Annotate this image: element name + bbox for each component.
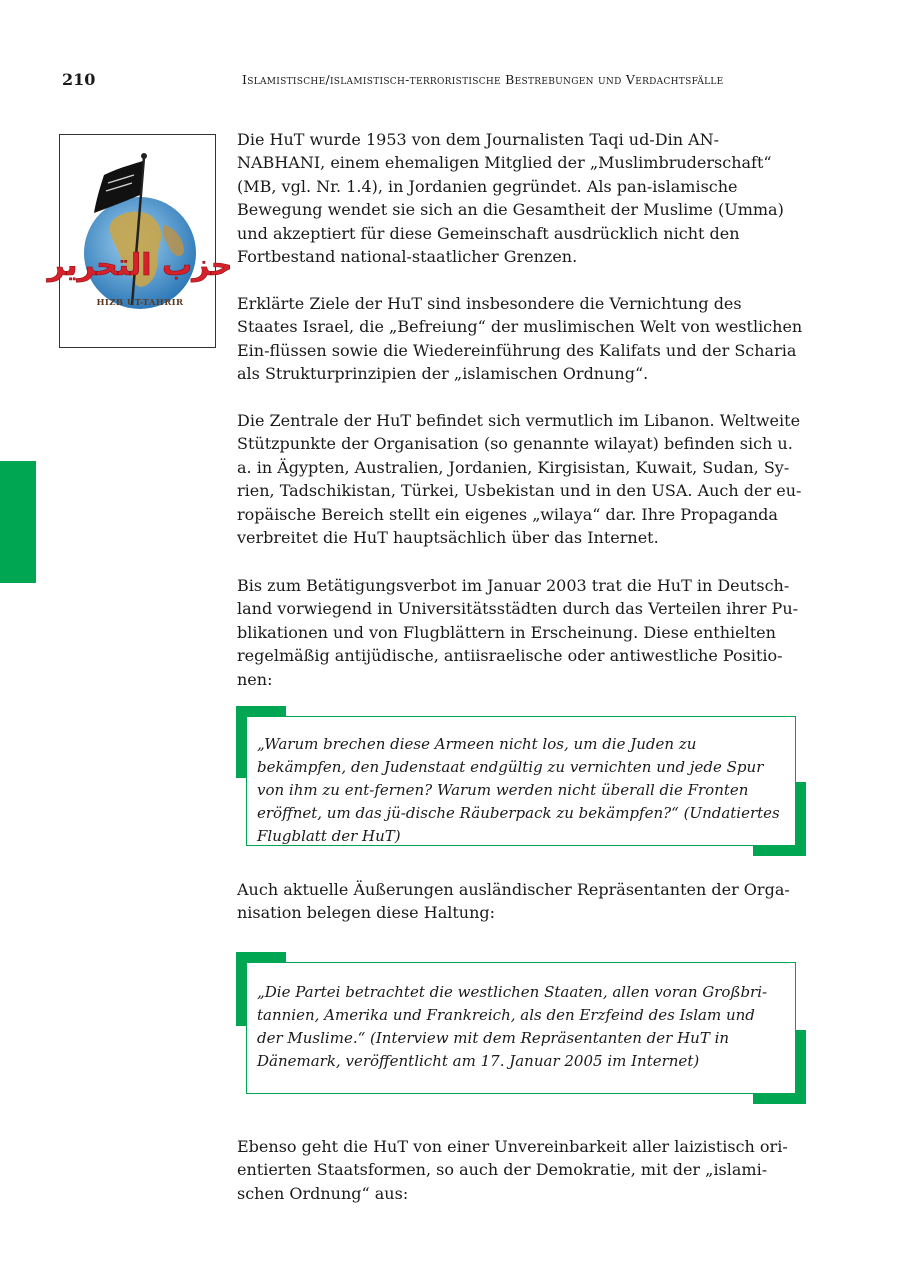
quote-box-2 xyxy=(236,952,806,1104)
body-paragraph: Ebenso geht die HuT von einer Unvereinbarkeit aller laizistisch ori-entierten Staatsformen, so auch der Demokratie, mit der „islami-schen Ordnung“ aus: xyxy=(237,1137,788,1203)
paragraph-4 xyxy=(237,574,807,691)
hizb-ut-tahrir-logo xyxy=(47,134,233,348)
running-header: Islamistische/islamistisch-terroristische Bestrebungen und Verdachtsfälle xyxy=(242,72,724,87)
logo-arabic-text: حزب التحرير xyxy=(47,248,233,283)
quote-text: „Warum brechen diese Armeen nicht los, um die Juden zu bekämpfen, den Judenstaat endgültig zu vernichten und jede Spur von ihm zu ent-fernen? Warum werden nicht überall die Fronten eröffnet, um das jü-dische Räuberpack zu bekämpfen?“ (Undatiertes Flugblatt der HuT) xyxy=(257,735,780,845)
paragraph-1 xyxy=(237,128,807,268)
logo-banner-text: HIZB UT-TAHRIR xyxy=(96,298,184,308)
paragraph-6 xyxy=(237,1135,807,1205)
chapter-tab-marker xyxy=(0,461,36,583)
quote-text: „Die Partei betrachtet die westlichen Staaten, allen voran Großbri-tannien, Amerika und Frankreich, als den Erzfeind des Islam und der Muslime.“ (Interview mit dem Repräsentanten der HuT in Dänemark, veröffentlicht am 17. Januar 2005 im Internet) xyxy=(257,983,768,1070)
paragraph-5 xyxy=(237,878,807,925)
quote-box-1 xyxy=(236,706,806,856)
body-paragraph: Erklärte Ziele der HuT sind insbesondere die Vernichtung des Staates Israel, die „Befreiung“ der muslimischen Welt von westlichen Ein-flüssen sowie die Wiedereinführung des Kalifats und der Scharia als Strukturprinzipien der „islamischen Ordnung“. xyxy=(237,294,803,384)
body-paragraph: Die Zentrale der HuT befindet sich vermutlich im Libanon. Weltweite Stützpunkte der Organisation (so genannte wilayat) befinden sich u. a. in Ägypten, Australien, Jordanien, Kirgisistan, Kuwait, Sudan, Sy-rien, Tadschikistan, Türkei, Usbekistan und in den USA. Auch der eu-ropäische Bereich stellt ein eigenes „wilaya“ dar. Ihre Propaganda verbreitet die HuT hauptsächlich über das Internet. xyxy=(237,411,802,548)
paragraph-2 xyxy=(237,292,807,386)
page-number: 210 xyxy=(62,70,96,89)
body-paragraph: Auch aktuelle Äußerungen ausländischer Repräsentanten der Orga-nisation belegen diese Haltung: xyxy=(237,880,790,923)
body-paragraph: Bis zum Betätigungsverbot im Januar 2003 trat die HuT in Deutsch-land vorwiegend in Universitätsstädten durch das Verteilen ihrer Pu-blikationen und von Flugblättern in Erscheinung. Diese enthielten regelmäßig antijüdische, antiisraelische oder antiwestliche Positio-nen: xyxy=(237,576,799,689)
paragraph-3 xyxy=(237,409,807,549)
body-paragraph: Die HuT wurde 1953 von dem Journalisten Taqi ud-Din AN-NABHANI, einem ehemaligen Mitglied der „Muslimbruderschaft“ (MB, vgl. Nr. 1.4), in Jordanien gegründet. Als pan-islamische Bewegung wendet sie sich an die Gesamtheit der Muslime (Umma) und akzeptiert für diese Gemeinschaft ausdrücklich nicht den Fortbestand national-staatlicher Grenzen. xyxy=(237,130,784,267)
